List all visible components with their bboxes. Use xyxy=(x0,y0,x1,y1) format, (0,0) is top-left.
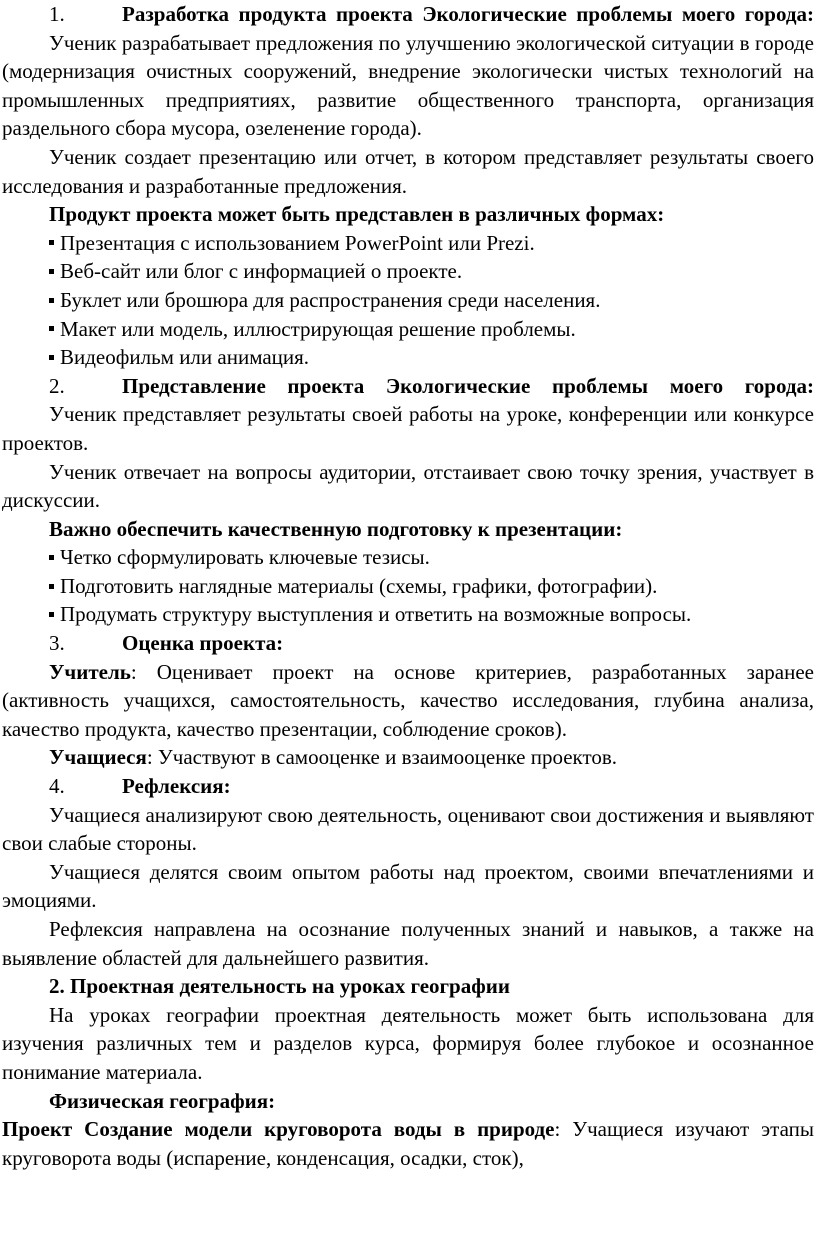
prep-heading: Важно обеспечить качественную подготовку к презентации: xyxy=(49,516,623,541)
list-item-text: Видеофильм или анимация. xyxy=(60,345,310,370)
list-item xyxy=(2,286,814,315)
bullet-square-icon xyxy=(49,240,54,245)
paragraph: Рефлексия направлена на осознание полученных знаний и навыков, а также на выявление областей для дальнейшего развития. xyxy=(2,917,814,970)
paragraph: Ученик создает презентацию или отчет, в котором представляет результаты своего исследования и разработанные предложения. xyxy=(2,144,814,198)
section-1-heading xyxy=(2,0,814,29)
list-item-text: Продумать структуру выступления и ответить на возможные вопросы. xyxy=(60,602,692,627)
bullet-square-icon xyxy=(49,555,54,560)
teacher-text: : Оценивает проект на основе критериев, разработанных заранее (активность учащихся, самостоятельность, качество исследования, глубина анализа, качество продукта, качество презентации, соблюдение сроков). xyxy=(2,659,814,741)
section-heading-text: Представление проекта Экологические проблемы моего города: xyxy=(122,373,814,398)
paragraph: Учащиеся делятся своим опытом работы над проектом, своими впечатлениями и эмоциями. xyxy=(2,859,814,913)
students-label: Учащиеся xyxy=(49,745,147,770)
list-item xyxy=(2,343,814,372)
section-heading-text: Оценка проекта: xyxy=(122,631,284,656)
section-number: 2. xyxy=(49,373,65,398)
prep-list xyxy=(2,543,814,629)
forms-heading: Продукт проекта может быть представлен в различных формах: xyxy=(49,202,665,227)
paragraph: Ученик разрабатывает предложения по улучшению экологической ситуации в городе (модернизация очистных сооружений, внедрение экологически чистых технологий на промышленных предприятиях, развитие общественного транспорта, организация раздельного сбора мусора, озеленение города). xyxy=(2,30,814,141)
list-item-text: Подготовить наглядные материалы (схемы, графики, фотографии). xyxy=(60,573,658,598)
list-item xyxy=(2,543,814,572)
paragraph: На уроках географии проектная деятельность может быть использована для изучения различных тем и разделов курса, формируя более глубокое и осознанное понимание материала. xyxy=(2,1002,814,1084)
paragraph: Ученик представляет результаты своей работы на уроке, конференции или конкурсе проектов. xyxy=(2,402,814,455)
students-text: : Участвуют в самооценке и взаимооценке проектов. xyxy=(146,745,618,770)
list-item xyxy=(2,257,814,286)
section-number: 4. xyxy=(49,774,65,799)
list-item-text: Веб-сайт или блог с информацией о проекте. xyxy=(60,259,463,284)
section-number: 3. xyxy=(49,631,65,656)
project-label: Проект Создание модели круговорота воды в природе xyxy=(2,1117,555,1142)
forms-list xyxy=(2,229,814,372)
project-text: : Учащиеся изучают этапы круговорота воды (испарение, конденсация, осадки, сток), xyxy=(2,1117,814,1170)
paragraph: Ученик отвечает на вопросы аудитории, отстаивает свою точку зрения, участвует в дискуссии. xyxy=(2,459,814,513)
bullet-square-icon xyxy=(49,269,54,274)
list-item xyxy=(2,229,814,258)
paragraph: Учащиеся анализируют свою деятельность, оценивают свои достижения и выявляют свои слабые стороны. xyxy=(2,802,814,856)
teacher-paragraph xyxy=(2,658,814,744)
students-paragraph xyxy=(2,743,814,772)
list-item-text: Буклет или брошюра для распространения среди населения. xyxy=(60,287,601,312)
section-4-heading xyxy=(2,772,814,801)
section-2-heading xyxy=(2,372,814,401)
bullet-square-icon xyxy=(49,298,54,303)
section-heading-text: Рефлексия: xyxy=(122,774,231,799)
bullet-square-icon xyxy=(49,612,54,617)
list-item xyxy=(2,600,814,629)
geography-heading: 2. Проектная деятельность на уроках географии xyxy=(49,974,510,999)
list-item-text: Четко сформулировать ключевые тезисы. xyxy=(60,545,430,570)
bullet-square-icon xyxy=(49,326,54,331)
section-3-heading xyxy=(2,629,814,658)
section-heading-text: Разработка продукта проекта Экологические проблемы моего города: xyxy=(122,2,814,26)
geography-subheading: Физическая география: xyxy=(49,1088,276,1113)
list-item xyxy=(2,315,814,344)
project-paragraph xyxy=(2,1115,814,1172)
bullet-square-icon xyxy=(49,355,54,360)
list-item-text: Презентация с использованием PowerPoint или Prezi. xyxy=(60,230,535,255)
section-number: 1. xyxy=(49,2,65,26)
list-item xyxy=(2,572,814,601)
teacher-label: Учитель xyxy=(49,659,131,684)
bullet-square-icon xyxy=(49,584,54,589)
list-item-text: Макет или модель, иллюстрирующая решение проблемы. xyxy=(60,316,576,341)
